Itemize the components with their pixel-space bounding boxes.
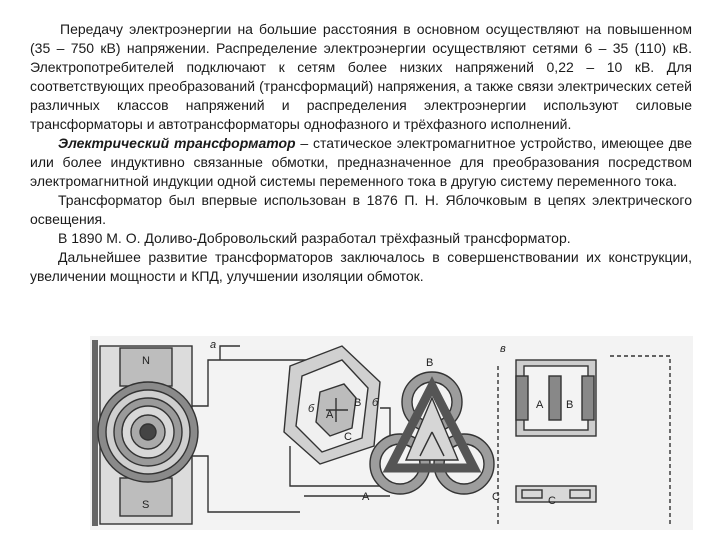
- phase-a3-label: A: [536, 399, 544, 411]
- transformer-figure: [90, 336, 693, 530]
- paragraph-development: Дальнейшее развитие трансформаторов заключалось в совершенствовании их конструкции, увеличении мощности и КПД, улучшении изоляции обмоток.: [30, 249, 692, 284]
- phase-c3-label: C: [548, 495, 556, 507]
- pole-n-label: N: [142, 355, 150, 367]
- paragraph-yablochkov: Трансформатор был впервые использован в 1876 П. Н. Яблочковым в цепях электрического освещения.: [30, 192, 692, 227]
- phase-c1-label: C: [344, 431, 352, 443]
- phase-a1-label: A: [326, 409, 334, 421]
- document-text: [30, 20, 692, 286]
- pole-s-label: S: [142, 499, 150, 511]
- phase-b1-label: B: [354, 397, 362, 409]
- phase-c2-label: C: [492, 491, 500, 503]
- three-core-transformer-drawing: [498, 356, 670, 524]
- generator-drawing: [92, 340, 310, 526]
- fig-b-label: б: [308, 403, 315, 415]
- fig-a-label: a: [210, 339, 217, 351]
- definition-term: Электрический трансформатор: [58, 135, 296, 151]
- three-ring-transformer-drawing: [370, 372, 494, 494]
- definition-text: – статическое электромагнитное устройство, имеющее две или более индуктивно связанные обмотки, предназначенное для преобразования посредством электромагнитной индукции одной системы переменного тока в другую систему переменного тока.: [30, 135, 692, 189]
- phase-b2-label: B: [426, 357, 434, 369]
- paragraph-definition: [30, 134, 692, 191]
- paragraph-transmission: Передачу электроэнергии на большие расстояния в основном осуществляют на повышенном (35 – 750 кВ) напряжении. Распределение электроэнергии осуществляют сетями 6 – 35 (110) кВ. Электропотребителей подключают к сетям более низких напряжений 0,22 – 10 кВ. Для соответствующих преобразований (трансформаций) напряжения, а также связи электрических сетей различных классов напряжений и распределения электроэнергии используют силовые трансформаторы и автотрансформаторы однофазного и трёхфазного исполнений.: [30, 21, 692, 132]
- phase-b3-label: B: [566, 399, 574, 411]
- paragraph-dolivo: В 1890 М. О. Доливо-Добровольский разработал трёхфазный трансформатор.: [58, 230, 571, 246]
- transformer-drawings: [90, 336, 693, 530]
- phase-a2-label: A: [362, 491, 370, 503]
- fig-v-label: в: [500, 343, 506, 355]
- fig-b2-label: б: [372, 397, 379, 409]
